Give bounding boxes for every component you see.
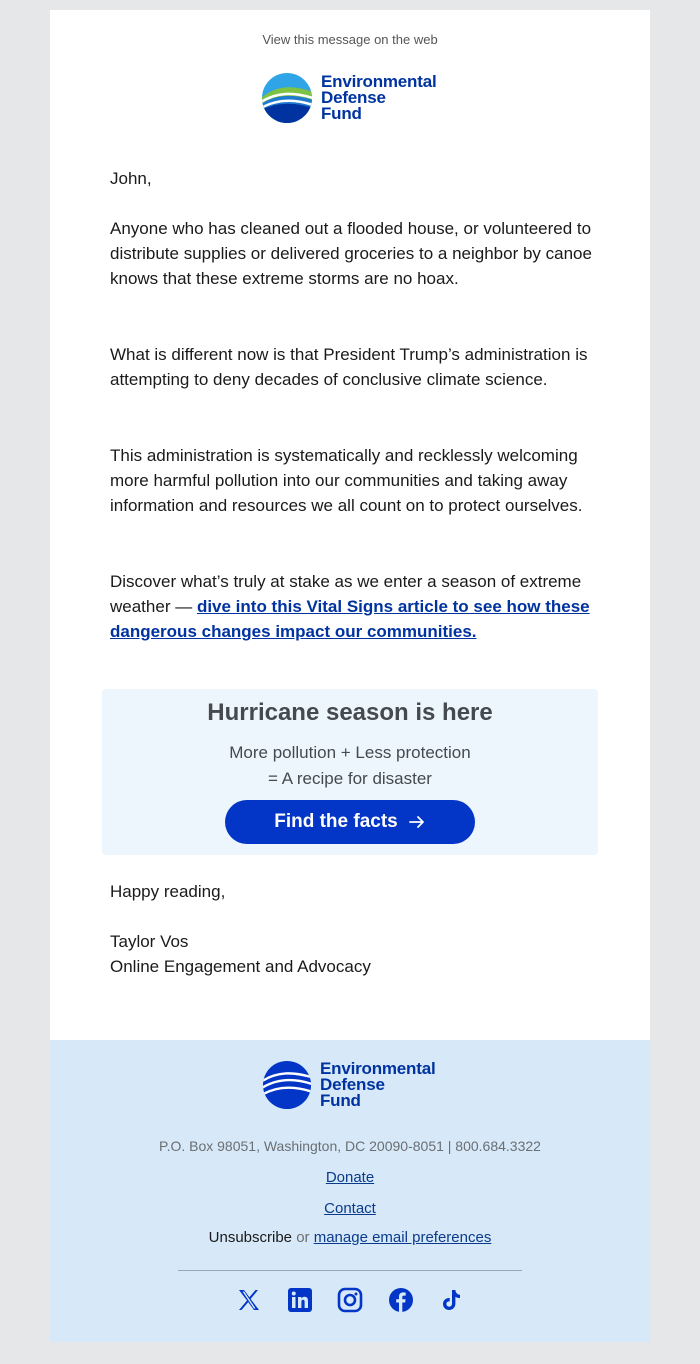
manage-preferences-link[interactable]: manage email preferences bbox=[313, 1229, 492, 1246]
paragraph-3-text: This administration is systematically and recklessly welcoming more harmful pollution into our communities and taking away information and resources we all count on to protect ourselves. bbox=[110, 446, 583, 515]
signature-name: Taylor Vos bbox=[110, 932, 189, 951]
paragraph-2-text: What is different now is that President Trump’s administration is attempting to deny decades of conclusive climate science. bbox=[110, 345, 588, 389]
x-icon[interactable] bbox=[236, 1287, 262, 1313]
footer-divider bbox=[178, 1270, 522, 1271]
facebook-icon[interactable] bbox=[388, 1287, 414, 1313]
brand-line-1: Environmental bbox=[321, 72, 437, 91]
email-container bbox=[50, 10, 650, 1342]
contact-link[interactable]: Contact bbox=[324, 1200, 376, 1217]
edf-logo[interactable] bbox=[261, 72, 436, 124]
brand-line-3: Fund bbox=[321, 104, 362, 123]
paragraph-1-text: Anyone who has cleaned out a flooded house, or volunteered to distribute supplies or delivered groceries to a neighbor by canoe knows that these extreme storms are no hoax. bbox=[110, 219, 592, 288]
find-the-facts-label: Find the facts bbox=[274, 811, 398, 832]
donate-link[interactable]: Donate bbox=[325, 1169, 375, 1186]
unsubscribe-row bbox=[50, 1229, 650, 1246]
signature bbox=[110, 929, 596, 979]
paragraph-1 bbox=[110, 216, 596, 291]
instagram-icon[interactable] bbox=[337, 1287, 363, 1313]
signature-role: Online Engagement and Advocacy bbox=[110, 957, 371, 976]
edf-footer-mark-icon bbox=[262, 1060, 312, 1110]
contact-row bbox=[50, 1200, 650, 1217]
paragraph-4-lead: Discover what’s truly at stake as we enter a season of extreme weather — bbox=[110, 572, 582, 616]
closing-text: Happy reading, bbox=[110, 882, 226, 901]
find-the-facts-button[interactable] bbox=[225, 800, 475, 844]
mailing-address: P.O. Box 98051, Washington, DC 20090-8051 | 800.684.3322 bbox=[159, 1138, 541, 1154]
footer-brand-line-3: Fund bbox=[320, 1091, 361, 1110]
vital-signs-article-link[interactable]: dive into this Vital Signs article to see how these dangerous changes impact our communities. bbox=[110, 597, 590, 641]
edf-logo-mark-icon bbox=[261, 72, 313, 124]
unsubscribe-link[interactable]: Unsubscribe bbox=[208, 1229, 293, 1246]
view-on-web-link[interactable]: View this message on the web bbox=[262, 32, 438, 47]
edf-wordmark bbox=[321, 74, 436, 122]
footer-wordmark bbox=[320, 1061, 435, 1109]
signoff bbox=[110, 879, 596, 904]
callout-title: Hurricane season is here bbox=[207, 699, 493, 726]
greeting bbox=[110, 166, 596, 191]
arrow-right-icon bbox=[408, 813, 426, 831]
linkedin-icon[interactable] bbox=[287, 1287, 313, 1313]
footer-brand-line-2: Defense bbox=[320, 1075, 385, 1094]
or-text: or bbox=[296, 1229, 310, 1246]
tiktok-icon[interactable] bbox=[438, 1287, 464, 1313]
paragraph-2 bbox=[110, 342, 596, 392]
callout-subtitle bbox=[102, 740, 598, 792]
callout-line-1: More pollution + Less protection bbox=[229, 743, 471, 762]
donate-row bbox=[50, 1169, 650, 1186]
footer-brand-line-1: Environmental bbox=[320, 1059, 436, 1078]
paragraph-4 bbox=[110, 569, 596, 644]
social-links bbox=[236, 1285, 464, 1315]
footer-edf-logo[interactable] bbox=[262, 1060, 435, 1110]
hurricane-callout bbox=[102, 689, 598, 855]
greeting-text: John, bbox=[110, 169, 152, 188]
callout-line-2: = A recipe for disaster bbox=[268, 769, 432, 788]
brand-line-2: Defense bbox=[321, 88, 386, 107]
paragraph-3 bbox=[110, 443, 596, 518]
footer bbox=[50, 1040, 650, 1342]
